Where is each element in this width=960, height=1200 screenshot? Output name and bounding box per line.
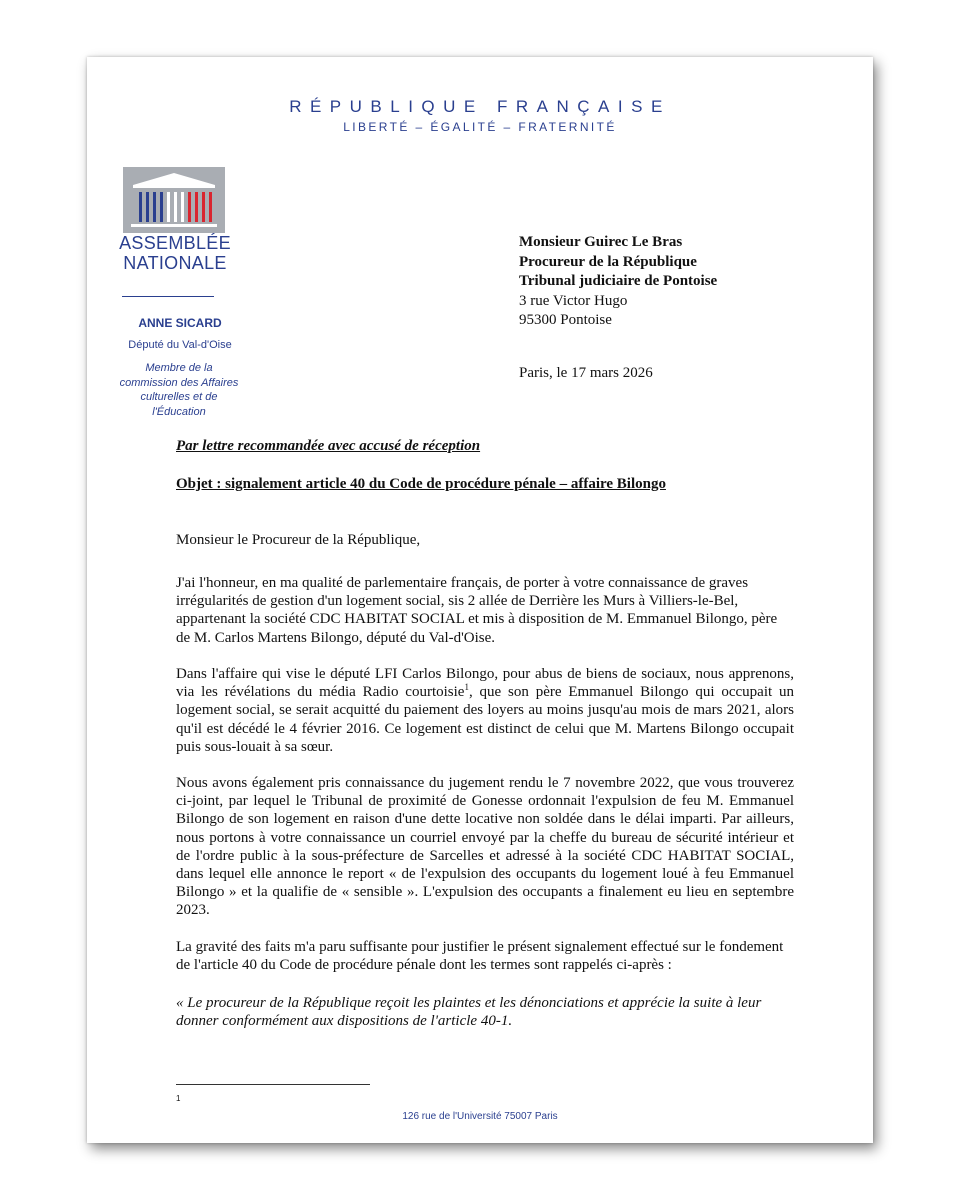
- recipient-name: Monsieur Guirec Le Bras: [519, 234, 683, 250]
- letter-page: [87, 57, 873, 1143]
- republic-motto: LIBERTÉ – ÉGALITÉ – FRATERNITÉ: [343, 120, 617, 134]
- column-red-4: [209, 192, 212, 222]
- column-red-2: [195, 192, 198, 222]
- entablature-shape: [133, 185, 215, 188]
- pediment-shape: [133, 173, 215, 185]
- recipient-address-block: [519, 233, 849, 331]
- body-paragraph-2-part-b: , que son père Emmanuel Bilongo qui occupait un logement social, se serait acquitté du paiement des loyers au moins jusqu'au mois de mars 2021, alors qu'il est décédé le 4 février 2016. Ce logement est distinct de celui que M. Martens Bilongo occupait puis sous-louait à sa sœur.: [176, 684, 794, 755]
- column-blue-3: [153, 192, 156, 222]
- letter-date: Paris, le 17 mars 2026: [519, 365, 653, 381]
- footnote-mark: 1: [176, 1094, 181, 1103]
- hemicycle-emblem-icon: [123, 167, 225, 233]
- body-paragraph-1: J'ai l'honneur, en ma qualité de parlementaire français, de porter à votre connaissance de graves irrégularités de gestion d'un logement social, sis 2 allée de Derrière les Murs à Villiers-le-Bel, appartenant la société CDC HABITAT SOCIAL et mis à disposition de M. Emmanuel Bilongo, père de M. Carlos Martens Bilongo, député du Val-d'Oise.: [176, 575, 778, 646]
- footer-address: 126 rue de l'Université 75007 Paris: [402, 1111, 558, 1122]
- body-paragraph-3: Nous avons également pris connaissance du jugement rendu le 7 novembre 2022, que vous trouverez ci-joint, par lequel le Tribunal de proximité de Gonesse ordonnait l'expulsion de feu M. Emmanuel Bilongo de son logement en raison d'une dette locative non soldée dans le délai imparti. Par ailleurs, nous portons à votre connaissance un courriel envoyé par la cheffe du bureau de sécurité intérieur et de l'ordre public à la sous-préfecture de Sarcelles et adressé à la société CDC HABITAT SOCIAL, dans lequel elle annonce le report « de l'expulsion des occupants du logement loué à feu Emmanuel Bilongo » et la qualifie de « sensible ». L'expulsion des occupants a finalement eu lieu en septembre 2023.: [176, 775, 794, 919]
- column-blue-2: [146, 192, 149, 222]
- membership-line: Membre de la: [145, 362, 213, 374]
- body-paragraph-2-part-a: Dans l'affaire qui vise le député LFI Carlos Bilongo, pour abus de biens de sociaux, nous apprenons, via les révélations du média Radio courtoisie: [176, 666, 794, 701]
- sender-name: ANNE SICARD: [138, 316, 222, 330]
- column-red-3: [202, 192, 205, 222]
- wordmark-line-1: ASSEMBLÉE: [119, 233, 231, 253]
- sender-role: Député du Val-d'Oise: [128, 339, 232, 351]
- recipient-court: Tribunal judiciaire de Pontoise: [519, 273, 718, 289]
- salutation: Monsieur le Procureur de la République,: [176, 532, 421, 548]
- column-blue-4: [160, 192, 163, 222]
- footnote-reference: 1: [464, 682, 469, 693]
- legal-quote: « Le procureur de la République reçoit les plaintes et les dénonciations et apprécie la suite à leur donner conformément aux dispositions de l'article 40-1.: [176, 995, 762, 1030]
- membership-line: l'Éducation: [152, 405, 206, 418]
- body-paragraph-2: [176, 665, 794, 756]
- membership-line: culturelles et de: [140, 391, 218, 403]
- footnote-divider: [176, 1084, 370, 1085]
- recipient-title: Procureur de la République: [519, 253, 697, 270]
- assemblee-nationale-logo: [123, 167, 225, 233]
- body-paragraph-4: La gravité des faits m'a paru suffisante pour justifier le présent signalement effectué sur le fondement de l'article 40 du Code de procédure pénale dont les termes sont rappelés ci-après :: [176, 939, 784, 974]
- assemblee-nationale-wordmark: [105, 233, 245, 273]
- sender-divider: [122, 296, 214, 297]
- sender-membership: [99, 361, 259, 419]
- column-white-1: [167, 192, 170, 222]
- column-white-2: [174, 192, 177, 222]
- recipient-city: 95300 Pontoise: [519, 312, 612, 328]
- letter-subject: Objet : signalement article 40 du Code de procédure pénale – affaire Bilongo: [176, 476, 666, 492]
- steps-shape: [131, 224, 217, 227]
- recipient-street: 3 rue Victor Hugo: [519, 292, 628, 309]
- wordmark-line-2: NATIONALE: [123, 253, 227, 273]
- delivery-method: Par lettre recommandée avec accusé de réception: [176, 438, 481, 454]
- column-white-3: [181, 192, 184, 222]
- republic-heading: RÉPUBLIQUE FRANÇAISE: [289, 97, 671, 116]
- membership-line: commission des Affaires: [119, 376, 239, 389]
- column-blue-1: [139, 192, 142, 222]
- column-red-1: [188, 192, 191, 222]
